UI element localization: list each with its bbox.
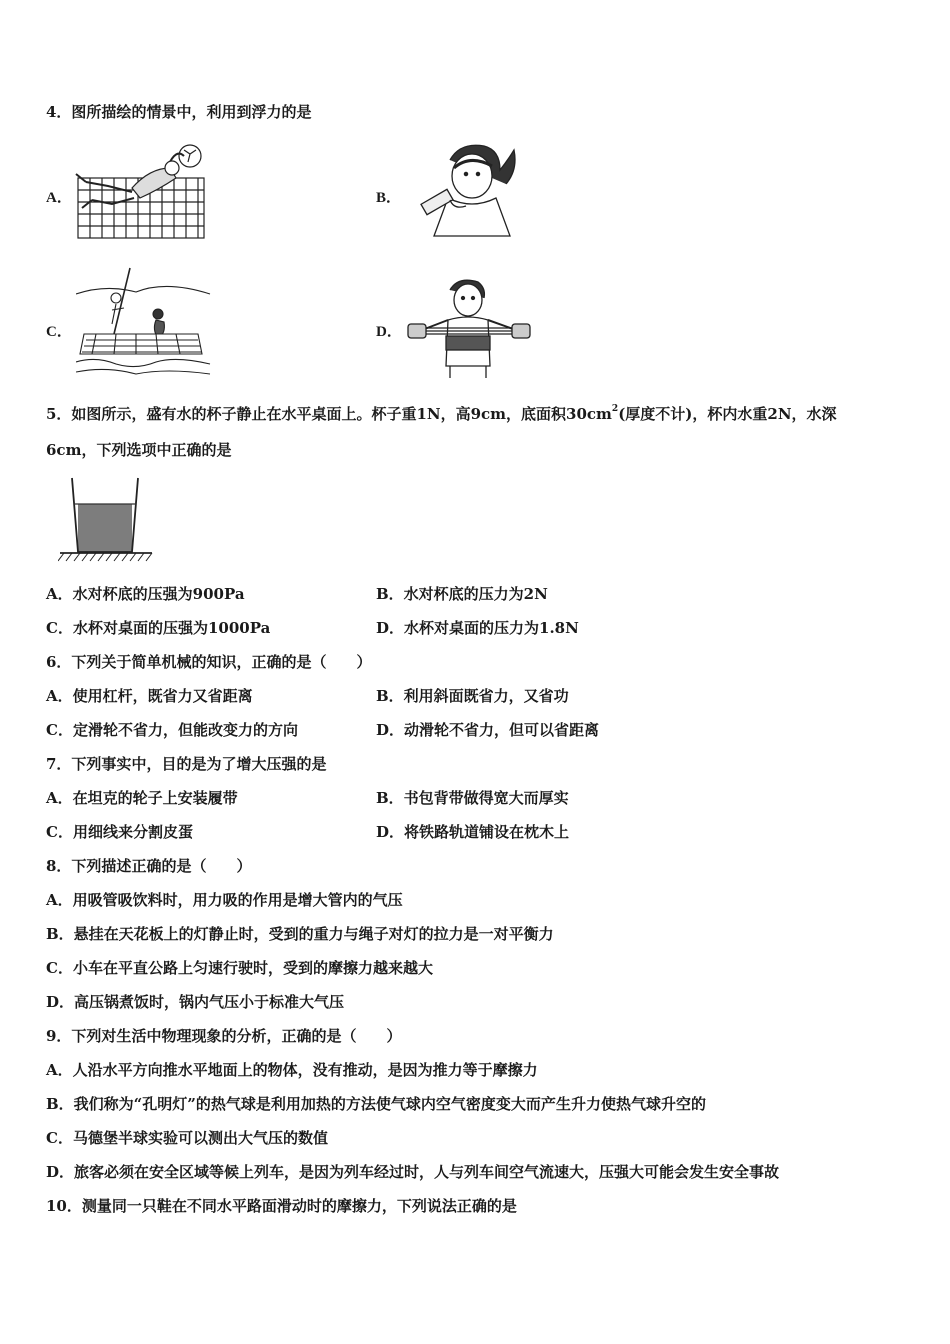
q6-stem: 6．下列关于简单机械的知识，正确的是（ ） [46,653,372,671]
q5-stem-superscript: 2 [611,404,619,414]
boy-chest-expander-figure [406,276,534,378]
q8-option-c[interactable]: C．小车在平直公路上匀速行驶时，受到的摩擦力越来越大 [46,959,433,977]
q5-stem-text-continued: (厚度不计)，杯内水重2N，水深 [618,405,837,423]
q5-option-c[interactable]: C．水杯对桌面的压强为1000Pa [46,619,271,637]
q5-stem-text: 5．如图所示，盛有水的杯子静止在水平桌面上。杯子重1N，高9cm，底面积30cm [46,405,612,423]
q7-option-c[interactable]: C．用细线来分割皮蛋 [46,823,193,841]
soccer-goalkeeper-figure [72,138,208,240]
q6-option-a[interactable]: A．使用杠杆，既省力又省距离 [46,687,253,705]
q9-option-d[interactable]: D．旅客必须在安全区域等候上列车，是因为列车经过时，人与列车间空气流速大，压强大可能会发生安全事故 [46,1163,780,1181]
q5-stem-line-1 [46,404,837,424]
q9-option-a[interactable]: A．人沿水平方向推水平地面上的物体，没有推动，是因为推力等于摩擦力 [46,1061,538,1079]
q9-stem: 9．下列对生活中物理现象的分析，正确的是（ ） [46,1027,402,1045]
q4-option-b-label[interactable]: B． [376,190,402,206]
q5-option-d[interactable]: D．水杯对桌面的压力为1.8N [376,619,579,637]
q5-option-b[interactable]: B．水对杯底的压力为2N [376,585,548,603]
q7-option-b[interactable]: B．书包背带做得宽大而厚实 [376,789,569,807]
q4-stem: 4．图所描绘的情景中，利用到浮力的是 [46,103,312,121]
people-on-bamboo-raft-figure [76,264,212,378]
q8-option-d[interactable]: D．高压锅煮饭时，锅内气压小于标准大气压 [46,993,345,1011]
q7-option-d[interactable]: D．将铁路轨道铺设在枕木上 [376,823,570,841]
q6-option-c[interactable]: C．定滑轮不省力，但能改变力的方向 [46,721,298,739]
girl-drinking-bottle-figure [410,140,520,240]
q4-option-c-label[interactable]: C． [46,324,72,340]
q10-stem: 10．测量同一只鞋在不同水平路面滑动时的摩擦力，下列说法正确的是 [46,1197,517,1215]
q4-option-a-label[interactable]: A． [46,190,72,206]
q6-option-d[interactable]: D．动滑轮不省力，但可以省距离 [376,721,600,739]
q8-option-a[interactable]: A．用吸管吸饮料时，用力吸的作用是增大管内的气压 [46,891,403,909]
q5-option-a[interactable]: A．水对杯底的压强为900Pa [46,585,245,603]
cup-of-water-on-table-figure [58,474,154,562]
q6-option-b[interactable]: B．利用斜面既省力，又省功 [376,687,569,705]
q7-option-a[interactable]: A．在坦克的轮子上安装履带 [46,789,238,807]
q8-option-b[interactable]: B．悬挂在天花板上的灯静止时，受到的重力与绳子对灯的拉力是一对平衡力 [46,925,554,943]
q7-stem: 7．下列事实中，目的是为了增大压强的是 [46,755,327,773]
q5-stem-line-2: 6cm，下列选项中正确的是 [46,441,232,459]
q9-option-b[interactable]: B．我们称为“孔明灯”的热气球是利用加热的方法使气球内空气密度变大而产生升力使热气球升空的 [46,1095,706,1113]
q4-option-d-label[interactable]: D． [376,324,402,340]
q9-option-c[interactable]: C．马德堡半球实验可以测出大气压的数值 [46,1129,328,1147]
q8-stem: 8．下列描述正确的是（ ） [46,857,252,875]
